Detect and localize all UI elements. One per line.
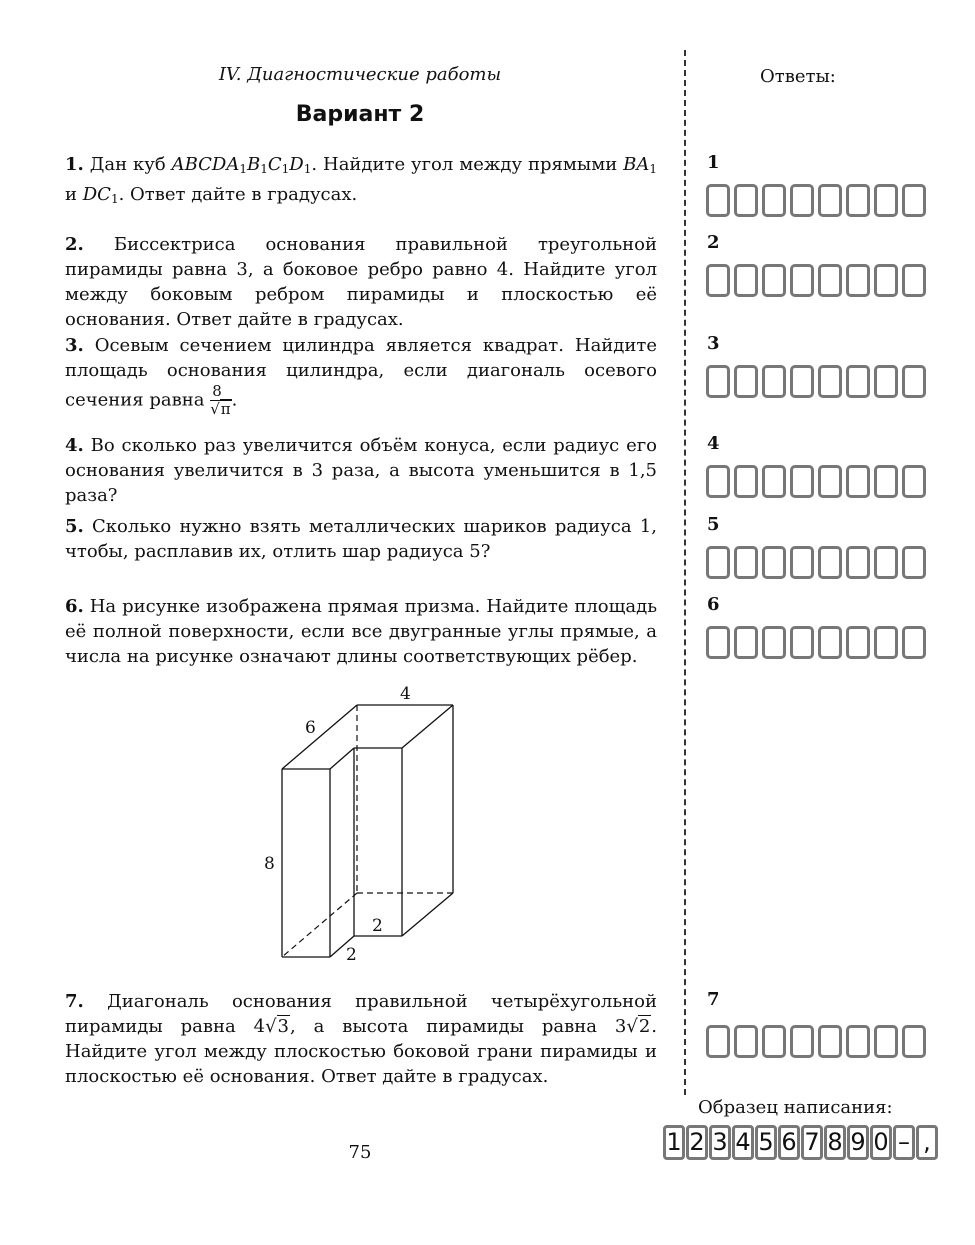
sample-digit: – xyxy=(893,1125,915,1160)
label-inner: 2 xyxy=(372,916,383,936)
label-top: 4 xyxy=(400,684,411,704)
edge xyxy=(330,748,354,769)
math-line-dc1: $DC_1$ xyxy=(82,184,119,206)
problem-4 xyxy=(65,433,657,508)
dashed-divider xyxy=(684,50,686,1095)
sample-digit: 1 xyxy=(663,1125,685,1160)
answer-boxes-7[interactable] xyxy=(706,1025,930,1058)
problem-text: , а высота пирамиды равна 3 xyxy=(290,1016,627,1037)
edge xyxy=(282,705,357,769)
answer-boxes-5[interactable] xyxy=(706,546,930,579)
answer-boxes-1[interactable] xyxy=(706,184,930,217)
fraction: $\frac{8}{√\pi}$ xyxy=(210,382,231,418)
math-cube: $ABCDA_1B_1C_1D_1$ xyxy=(171,154,312,176)
sample-digit: 7 xyxy=(801,1125,823,1160)
problem-6 xyxy=(65,594,657,669)
problem-text: Дан куб xyxy=(89,154,172,175)
problem-text: Диагональ основания правильной четырёхугольной пирамиды равна 4 xyxy=(65,991,657,1037)
sqrt-expression: √3 xyxy=(265,1016,289,1037)
sample-label: Образец написания: xyxy=(698,1097,893,1118)
problem-number: 2. xyxy=(65,234,84,255)
sample-digit: 4 xyxy=(732,1125,754,1160)
answer-boxes-3[interactable] xyxy=(706,365,930,398)
math-line-ba1: $BA_1$ xyxy=(623,154,657,176)
variant-title: Вариант 2 xyxy=(295,102,425,127)
label-height: 8 xyxy=(264,854,275,874)
problem-number: 1. xyxy=(65,154,84,175)
problem-2 xyxy=(65,232,657,332)
problem-1 xyxy=(65,152,657,212)
problem-5 xyxy=(65,514,657,564)
problem-number: 7. xyxy=(65,991,84,1012)
sample-digit: 2 xyxy=(686,1125,708,1160)
answer-boxes-2[interactable] xyxy=(706,264,930,297)
page-number: 75 xyxy=(348,1142,372,1163)
problem-text: На рисунке изображена прямая призма. Найдите площадь её полной поверхности, если все двугранные углы прямые, а числа на рисунке означают длины соответствующих рёбер. xyxy=(65,596,657,667)
sample-digit: 0 xyxy=(870,1125,892,1160)
answers-title: Ответы: xyxy=(760,66,836,87)
sample-digit: , xyxy=(916,1125,938,1160)
sample-digit: 9 xyxy=(847,1125,869,1160)
label-left-top: 6 xyxy=(305,718,316,738)
problem-text: Во сколько раз увеличится объём конуса, если радиус его основания увеличится в 3 раза, а высота уменьшится в 1,5 раза? xyxy=(65,435,657,506)
problem-text: . Найдите угол между плоскостью боковой грани пирамиды и плоскостью её основания. Ответ дайте в градусах. xyxy=(65,1016,657,1087)
running-header: IV. Диагностические работы xyxy=(218,64,502,85)
prism-figure xyxy=(250,680,480,980)
answer-label: 2 xyxy=(707,232,720,253)
sample-digit: 5 xyxy=(755,1125,777,1160)
sqrt-expression: √2 xyxy=(626,1016,651,1037)
answer-label: 5 xyxy=(707,514,720,535)
problem-number: 3. xyxy=(65,335,84,356)
answer-label: 4 xyxy=(707,433,720,454)
problem-number: 4. xyxy=(65,435,84,456)
edge xyxy=(402,893,453,936)
problem-3: 3. Осевым сечением цилиндра является квадрат. Найдите площадь основания цилиндра, если диагональ осевого сечения равна $\frac{8}{√\pi}$ . xyxy=(65,335,657,418)
answer-label: 1 xyxy=(707,152,720,173)
label-bottom: 2 xyxy=(346,945,357,965)
problem-number: 6. xyxy=(65,596,84,617)
problem-7 xyxy=(65,989,657,1089)
problem-text: . Ответ дайте в градусах. xyxy=(118,184,358,205)
problem-text: Биссектриса основания правильной треугольной пирамиды равна 3, а боковое ребро равно 4. Найдите угол между боковым ребром пирамиды и плоскостью её основания. Ответ дайте в градусах. xyxy=(65,234,657,330)
answer-label: 7 xyxy=(707,989,720,1010)
problem-text: Сколько нужно взять металлических шариков радиуса 1, чтобы, расплавив их, отлить шар радиуса 5? xyxy=(65,516,657,562)
problem-text: Осевым сечением цилиндра является квадрат. Найдите площадь основания цилиндра, если диагональ осевого сечения равна xyxy=(65,335,657,411)
sample-digit: 8 xyxy=(824,1125,846,1160)
problem-text: . Найдите угол между прямыми xyxy=(311,154,624,175)
answer-label: 6 xyxy=(707,594,720,615)
problem-number: 5. xyxy=(65,516,84,537)
sample-digit: 3 xyxy=(709,1125,731,1160)
answer-label: 3 xyxy=(707,333,720,354)
answer-boxes-6[interactable] xyxy=(706,626,930,659)
edge xyxy=(402,705,453,748)
answer-boxes-4[interactable] xyxy=(706,465,930,498)
sample-digit: 6 xyxy=(778,1125,800,1160)
problem-text: и xyxy=(65,184,83,205)
